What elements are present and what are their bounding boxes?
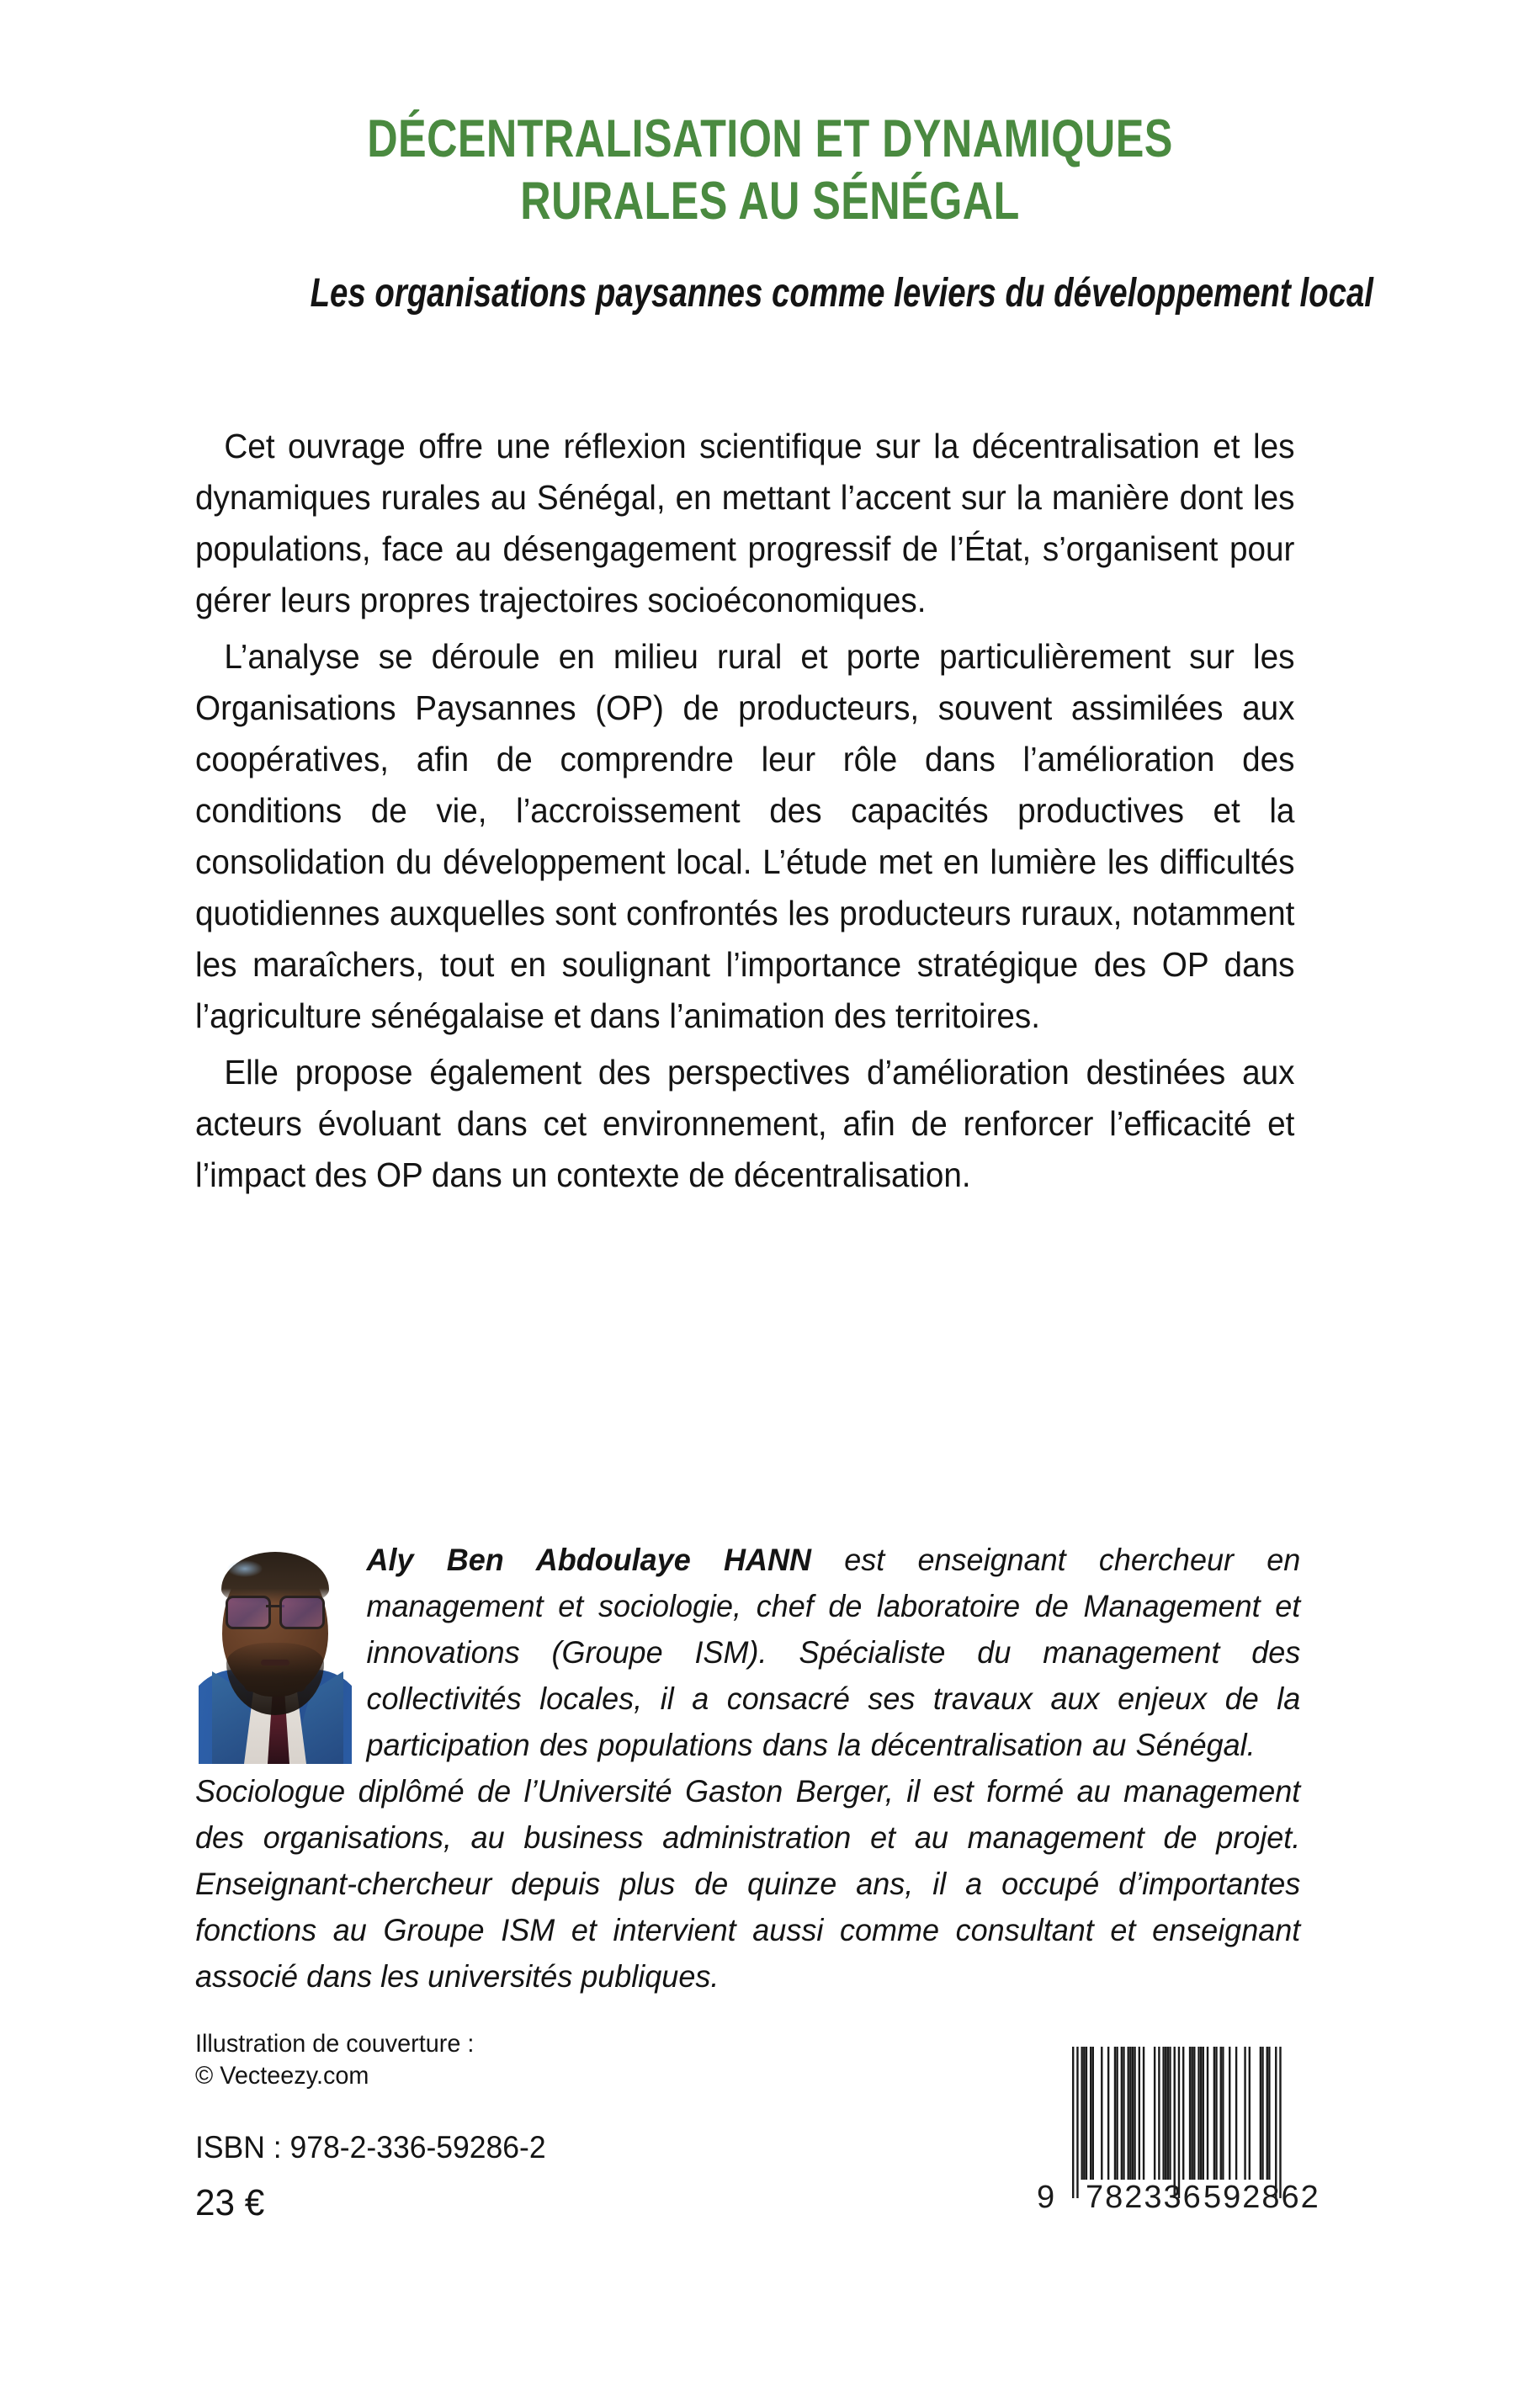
- barcode: [1020, 2035, 1350, 2213]
- author-bio-section: [195, 1537, 1346, 2000]
- title-block: [195, 108, 1345, 232]
- page-title-line-2: RURALES AU SÉNÉGAL: [520, 172, 1020, 231]
- blurb-paragraph-1: Cet ouvrage offre une réflexion scientifique sur la décentralisation et les dynamiques rurales au Sénégal, en mettant l’accent sur la manière dont les populations, face au désengagement progressif de l’État, s’organisent pour gérer leurs propres trajectoires socioéconomiques.: [195, 427, 1295, 619]
- page-title-line-1: DÉCENTRALISATION ET DYNAMIQUES: [367, 109, 1173, 168]
- illustration-credit: © Vecteezy.com: [195, 2062, 369, 2090]
- author-bio-text: [195, 1537, 1300, 2000]
- blurb-section: [195, 421, 1346, 1201]
- author-bio-part-1: est enseignant chercheur en management et sociologie, chef de laboratoire de Management et innovations (Groupe ISM). Spécialiste du management des collectivités locales, il a consacré ses travaux aux enjeux de la participation des populations dans la décentralisation au Sénégal.: [366, 1542, 1301, 1762]
- price-text: 23 €: [195, 2182, 265, 2223]
- author-name: Aly Ben Abdoulaye HANN: [366, 1542, 811, 1577]
- illustration-label: Illustration de couverture :: [195, 2030, 475, 2058]
- blurb-paragraph-2: L’analyse se déroule en milieu rural et porte particulièrement sur les Organisations Paysannes (OP) de producteurs, souvent assimilées aux coopératives, afin de comprendre leur rôle dans l’amélioration des conditions de vie, l’accroissement des capacités productives et la consolidation du développement local. L’étude met en lumière les difficultés quotidiennes auxquelles sont confrontés les producteurs ruraux, notamment les maraîchers, tout en soulignant l’importance stratégique des OP dans l’agriculture sénégalaise et dans l’animation des territoires.: [195, 637, 1295, 1035]
- barcode-svg: [1020, 2035, 1350, 2213]
- blurb-paragraph-3: Elle propose également des perspectives d’amélioration destinées aux acteurs évoluant dans cet environnement, afin de renforcer l’efficacité et l’impact des OP dans un contexte de décentralisation.: [195, 1053, 1295, 1194]
- barcode-left-digit: 9: [1037, 2180, 1055, 2213]
- barcode-group-left: 782336: [1086, 2180, 1203, 2213]
- author-bio-part-2: Sociologue diplômé de l’Université Gaston Berger, il est formé au management des organisations, au business administration et au management de projet. Enseignant-chercheur depuis plus de quinze ans, il a occupé d’importantes fonctions au Groupe ISM et intervient aussi comme consultant et enseignant associé dans les universités publiques.: [195, 1773, 1301, 1994]
- page-subtitle: Les organisations paysannes comme leviers du développement local: [310, 271, 1373, 316]
- footer-left: [195, 2028, 835, 2225]
- barcode-group-right: 592862: [1203, 2180, 1320, 2213]
- isbn-text: ISBN : 978-2-336-59286-2: [195, 2130, 546, 2165]
- illustration-credit-block: [195, 2028, 810, 2092]
